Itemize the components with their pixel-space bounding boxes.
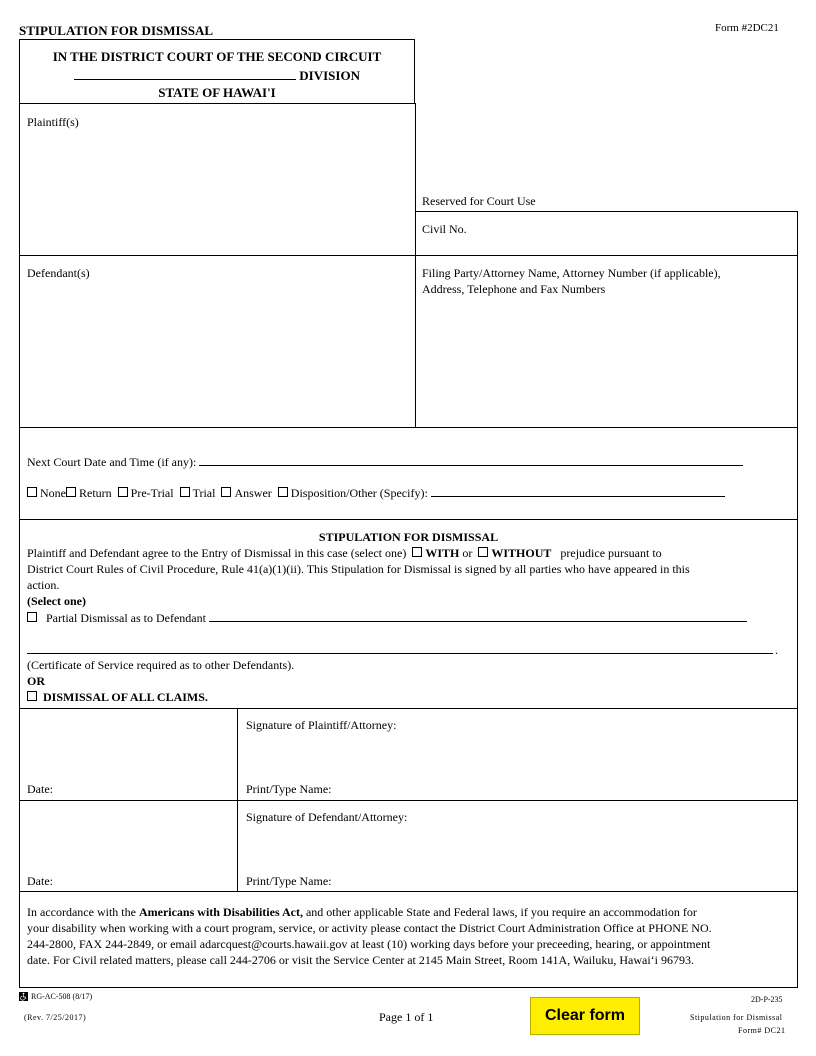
defendant-print-name-label: Print/Type Name: bbox=[246, 874, 332, 888]
court-date-field[interactable] bbox=[199, 453, 743, 466]
ada-line-3: 244-2800, FAX 244-2849, or email adarcquest@courts.hawaii.gov at least (10) working days before your preceeding, hearing, or appointment bbox=[27, 937, 711, 951]
partial-checkbox-icon[interactable] bbox=[27, 612, 37, 622]
footer-left-code: RG-AC-508 (8/17) bbox=[31, 992, 93, 1001]
court-type-options bbox=[27, 484, 725, 501]
filing-party-line-2: Address, Telephone and Fax Numbers bbox=[422, 282, 606, 296]
defendant-date-label: Date: bbox=[27, 874, 53, 888]
checkbox-icon[interactable] bbox=[278, 487, 288, 497]
plaintiff-field[interactable] bbox=[27, 132, 407, 250]
plaintiff-print-name-field[interactable] bbox=[350, 775, 790, 795]
court-line-3: STATE OF HAWAI'I bbox=[158, 85, 276, 100]
stipulation-line-3: action. bbox=[27, 578, 60, 592]
with-checkbox-icon[interactable] bbox=[412, 547, 422, 557]
or-label: OR bbox=[27, 674, 45, 688]
without-checkbox-icon[interactable] bbox=[478, 547, 488, 557]
partial-defendant-field-2[interactable] bbox=[27, 641, 773, 654]
partial-dismissal-row: Partial Dismissal as to Defendant bbox=[27, 609, 747, 626]
option-pre-trial[interactable]: Pre-Trial bbox=[118, 486, 174, 500]
select-one-label: (Select one) bbox=[27, 594, 86, 608]
civil-no-label: Civil No. bbox=[422, 222, 467, 236]
checkbox-icon[interactable] bbox=[221, 487, 231, 497]
without-option-label: WITHOUT bbox=[491, 546, 552, 560]
plaintiff-signature-label: Signature of Plaintiff/Attorney: bbox=[246, 718, 397, 732]
disposition-specify-field[interactable] bbox=[431, 484, 725, 497]
defendant-signature-label: Signature of Defendant/Attorney: bbox=[246, 810, 408, 824]
option-disposition-other[interactable]: Disposition/Other (Specify): bbox=[278, 486, 428, 500]
option-none[interactable]: None bbox=[27, 486, 66, 500]
option-return[interactable]: Return bbox=[66, 486, 112, 500]
footer-right-code: 2D-P-235 bbox=[751, 995, 783, 1004]
division-label: DIVISION bbox=[299, 68, 360, 83]
plaintiff-date-label: Date: bbox=[27, 782, 53, 796]
checkbox-icon[interactable] bbox=[66, 487, 76, 497]
option-trial[interactable]: Trial bbox=[180, 486, 216, 500]
stipulation-line-1: Plaintiff and Defendant agree to the Entry of Dismissal in this case (select one) WITH or WITHOUT prejudice pursuant to bbox=[27, 546, 662, 560]
clear-form-button[interactable]: Clear form bbox=[530, 997, 640, 1035]
court-date-section bbox=[19, 427, 798, 520]
defendant-date-field[interactable] bbox=[60, 867, 230, 887]
filing-party-field[interactable] bbox=[422, 300, 792, 422]
partial-defendant-field[interactable] bbox=[209, 609, 747, 622]
all-claims-row: DISMISSAL OF ALL CLAIMS. bbox=[27, 689, 208, 705]
footer-right-form: Form# DC21 bbox=[738, 1026, 786, 1035]
court-caption-box bbox=[19, 39, 415, 104]
footer-rev: (Rev. 7/25/2017) bbox=[24, 1013, 87, 1022]
plaintiff-date-field[interactable] bbox=[60, 775, 230, 795]
court-line-1: IN THE DISTRICT COURT OF THE SECOND CIRCUIT bbox=[52, 49, 382, 64]
reserved-label: Reserved for Court Use bbox=[422, 194, 536, 208]
civil-no-field[interactable] bbox=[480, 219, 790, 249]
checkbox-icon[interactable] bbox=[118, 487, 128, 497]
stipulation-heading: STIPULATION FOR DISMISSAL bbox=[318, 530, 499, 544]
court-date-label: Next Court Date and Time (if any): bbox=[27, 455, 197, 469]
court-date-row bbox=[27, 453, 743, 470]
signature-row-divider bbox=[19, 800, 798, 801]
option-answer[interactable]: Answer bbox=[221, 486, 271, 500]
defendant-print-name-field[interactable] bbox=[350, 867, 790, 887]
footer-code-row bbox=[19, 992, 92, 1001]
wheelchair-icon bbox=[19, 992, 28, 1001]
division-blank[interactable] bbox=[74, 67, 296, 80]
certificate-note: (Certificate of Service required as to other Defendants). bbox=[27, 658, 295, 672]
page-number: Page 1 of 1 bbox=[379, 1010, 434, 1024]
footer-right-title: Stipulation for Dismissal bbox=[690, 1013, 783, 1022]
checkbox-icon[interactable] bbox=[27, 487, 37, 497]
court-division-line bbox=[20, 67, 414, 84]
defendant-label: Defendant(s) bbox=[27, 266, 90, 280]
doc-title: STIPULATION FOR DISMISSAL bbox=[19, 23, 214, 38]
all-claims-checkbox-icon[interactable] bbox=[27, 691, 37, 701]
form-number: Form #2DC21 bbox=[715, 22, 779, 34]
plaintiff-label: Plaintiff(s) bbox=[27, 115, 79, 129]
defendant-field[interactable] bbox=[27, 283, 407, 423]
ada-act-name: Americans with Disabilities Act, bbox=[138, 905, 303, 919]
checkbox-icon[interactable] bbox=[180, 487, 190, 497]
ada-line-4: date. For Civil related matters, please call 244-2706 or visit the Service Center at 2145 Main Street, Room 141A, Wailuku, Hawai‘i 96793. bbox=[27, 953, 694, 967]
with-option-label: WITH bbox=[425, 546, 460, 560]
stipulation-line-2: District Court Rules of Civil Procedure, Rule 41(a)(1)(ii). This Stipulation for Dismissal is signed by all parties who have appeared in this bbox=[27, 562, 690, 576]
ada-line-2: your disability when working with a court program, service, or activity please contact the District Court Administration Office at PHONE NO. bbox=[27, 921, 712, 935]
plaintiff-print-name-label: Print/Type Name: bbox=[246, 782, 332, 796]
filing-party-line-1: Filing Party/Attorney Name, Attorney Number (if applicable), bbox=[422, 266, 721, 280]
ada-line-1: In accordance with the Americans with Disabilities Act, and other applicable State and Federal laws, if you require an accommodation for bbox=[27, 905, 697, 919]
